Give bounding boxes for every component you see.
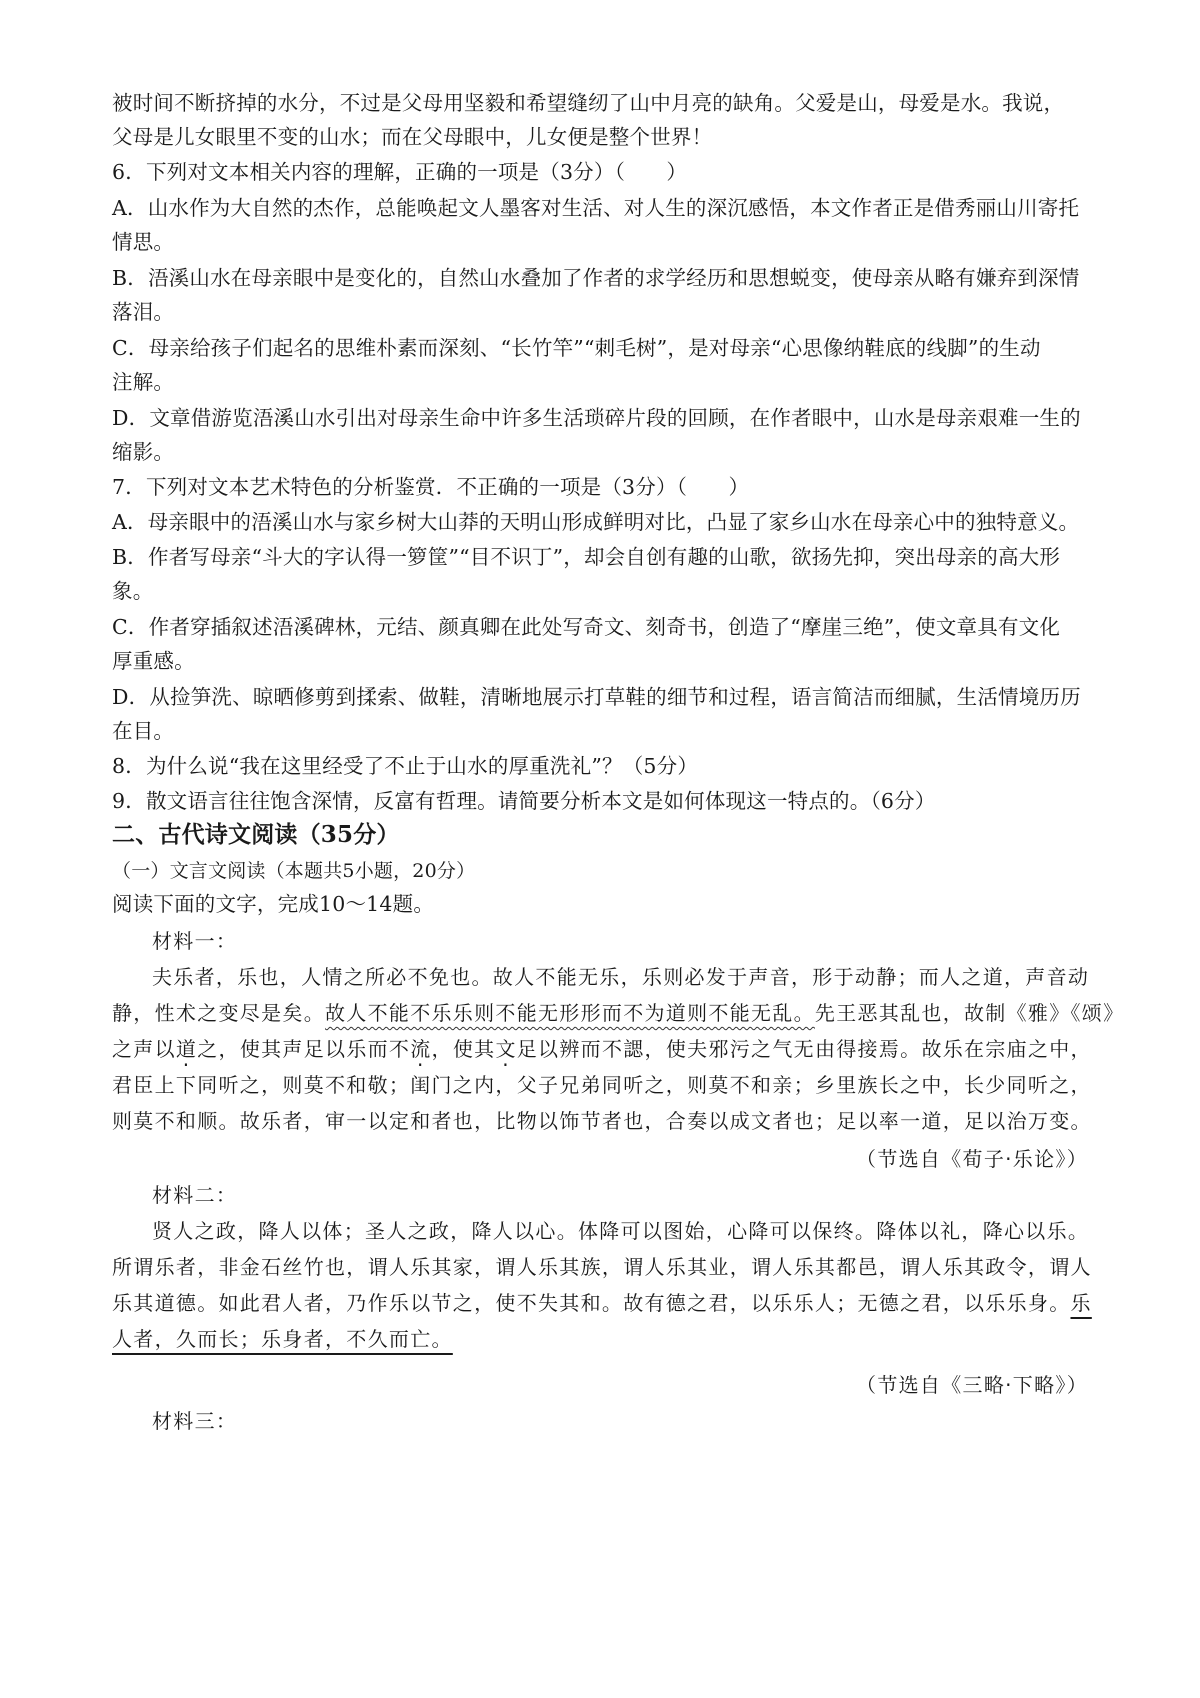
underlined-sentence: 乐: [1070, 1291, 1092, 1315]
wavy-underlined-sentence: 故人不能不乐乐则不能无形形而不为道则不能无乱。: [325, 1001, 815, 1025]
q7-option-d-cont: 在目。: [112, 719, 175, 743]
text-span: 足以辨而不諰，使夫邪污之气无由得接焉。故乐在宗庙之中，: [516, 1037, 1092, 1061]
dotted-char: 文: [495, 1037, 517, 1061]
q6-option-b-cont: 落泪。: [112, 300, 175, 324]
q7-option-b-cont: 象。: [112, 579, 154, 603]
material-1-line: 则莫不和顺。故乐者，审一以定和者也，比物以饰节者也，合奏以成文者也；足以率一道，足以治万变。: [112, 1109, 1092, 1133]
question-8: 8．为什么说“我在这里经受了不止于山水的厚重洗礼”？（5分）: [112, 754, 699, 778]
q6-option-b: B．浯溪山水在母亲眼中是变化的，自然山水叠加了作者的求学经历和思想蜕变，使母亲从略有嫌弃到深情: [112, 266, 1080, 290]
section-heading: 二、古代诗文阅读（35分）: [112, 821, 400, 848]
q6-option-d: D．文章借游览浯溪山水引出对母亲生命中许多生活琐碎片段的回顾，在作者眼中，山水是母亲艰难一生的: [112, 406, 1081, 430]
q6-option-c-cont: 注解。: [112, 370, 175, 394]
material-1-label: 材料一：: [152, 929, 238, 953]
text-span: 静，性术之变尽是矣。: [112, 1001, 325, 1025]
material-1-line: 君臣上下同听之，则莫不和敬；闺门之内，父子兄弟同听之，则莫不和亲；乡里族长之中，长少同听之，: [112, 1073, 1092, 1097]
question-7: 7．下列对文本艺术特色的分析鉴赏．不正确的一项是（3分）（ ）: [112, 475, 750, 499]
q7-option-d: D．从捡笋洗、晾晒修剪到揉索、做鞋，清晰地展示打草鞋的细节和过程，语言简洁而细腻，生活情境历历: [112, 685, 1081, 709]
underlined-sentence: 人者，久而长；乐身者，不久而亡。: [112, 1327, 453, 1351]
material-2-line: [112, 1324, 1102, 1354]
passage-line: 被时间不断挤掉的水分，不过是父母用坚毅和希望缝纫了山中月亮的缺角。父爱是山，母爱是水。我说，: [112, 91, 1065, 115]
q7-option-c: C．作者穿插叙述浯溪碑林，元结、颜真卿在此处写奇文、刻奇书，创造了“摩崖三绝”，使文章具有文化: [112, 615, 1061, 639]
q6-option-a: A．山水作为大自然的杰作，总能唤起文人墨客对生活、对人生的深沉感悟，本文作者正是借秀丽山川寄托: [112, 196, 1080, 220]
instruction: 阅读下面的文字，完成10～14题。: [112, 892, 435, 916]
material-1-line: [112, 1034, 1102, 1064]
q6-option-d-cont: 缩影。: [112, 440, 175, 464]
text-span: 之，使其声足以乐而不: [197, 1037, 411, 1061]
material-1-line: [112, 998, 1125, 1028]
question-9: 9．散文语言往往饱含深情，反富有哲理。请简要分析本文是如何体现这一特点的。（6分）: [112, 789, 936, 813]
text-span: 先王恶其乱也，故制《雅》《颂》: [814, 1001, 1125, 1025]
material-2-source: （节选自《三略·下略》）: [856, 1373, 1088, 1397]
material-2-line: [112, 1288, 1102, 1318]
text-span: 乐其道德。如此君人者，乃作乐以节之，使不失其和。故有德之君，以乐乐人；无德之君，以乐乐身。: [112, 1291, 1071, 1315]
question-6: 6．下列对文本相关内容的理解，正确的一项是（3分）（ ）: [112, 160, 688, 184]
q6-option-c: C．母亲给孩子们起名的思维朴素而深刻、“长竹竿”“刺毛树”，是对母亲“心思像纳鞋底的线脚”的生动: [112, 336, 1041, 360]
dotted-char: 流: [410, 1037, 432, 1061]
material-2-line: 贤人之政，降人以体；圣人之政，降人以心。体降可以图始，心降可以保终。降体以礼，降心以乐。: [152, 1219, 1090, 1243]
passage-line: 父母是儿女眼里不变的山水；而在父母眼中，儿女便是整个世界！: [112, 125, 713, 149]
q6-option-a-cont: 情思。: [112, 230, 175, 254]
material-3-label: 材料三：: [152, 1409, 238, 1433]
subsection-heading: （一）文言文阅读（本题共5小题，20分）: [112, 860, 476, 882]
material-1-line: 夫乐者，乐也，人情之所必不免也。故人不能无乐，乐则必发于声音，形于动静；而人之道，声音动: [152, 965, 1090, 989]
dotted-char: 道: [175, 1037, 198, 1061]
text-span: 之声以: [112, 1037, 176, 1061]
q7-option-a: A．母亲眼中的浯溪山水与家乡树大山莽的天明山形成鲜明对比，凸显了家乡山水在母亲心中的独特意义。: [112, 510, 1080, 534]
material-2-line: 所谓乐者，非金石丝竹也，谓人乐其家，谓人乐其族，谓人乐其业，谓人乐其都邑，谓人乐其政令，谓人: [112, 1255, 1092, 1279]
material-2-label: 材料二：: [152, 1183, 238, 1207]
material-1-source: （节选自《荀子·乐论》）: [856, 1147, 1088, 1171]
q7-option-c-cont: 厚重感。: [112, 649, 195, 673]
text-span: ，使其: [431, 1037, 496, 1061]
q7-option-b: B．作者写母亲“斗大的字认得一箩筐”“目不识丁”，却会自创有趣的山歌，欲扬先抑，突出母亲的高大形: [112, 545, 1061, 569]
